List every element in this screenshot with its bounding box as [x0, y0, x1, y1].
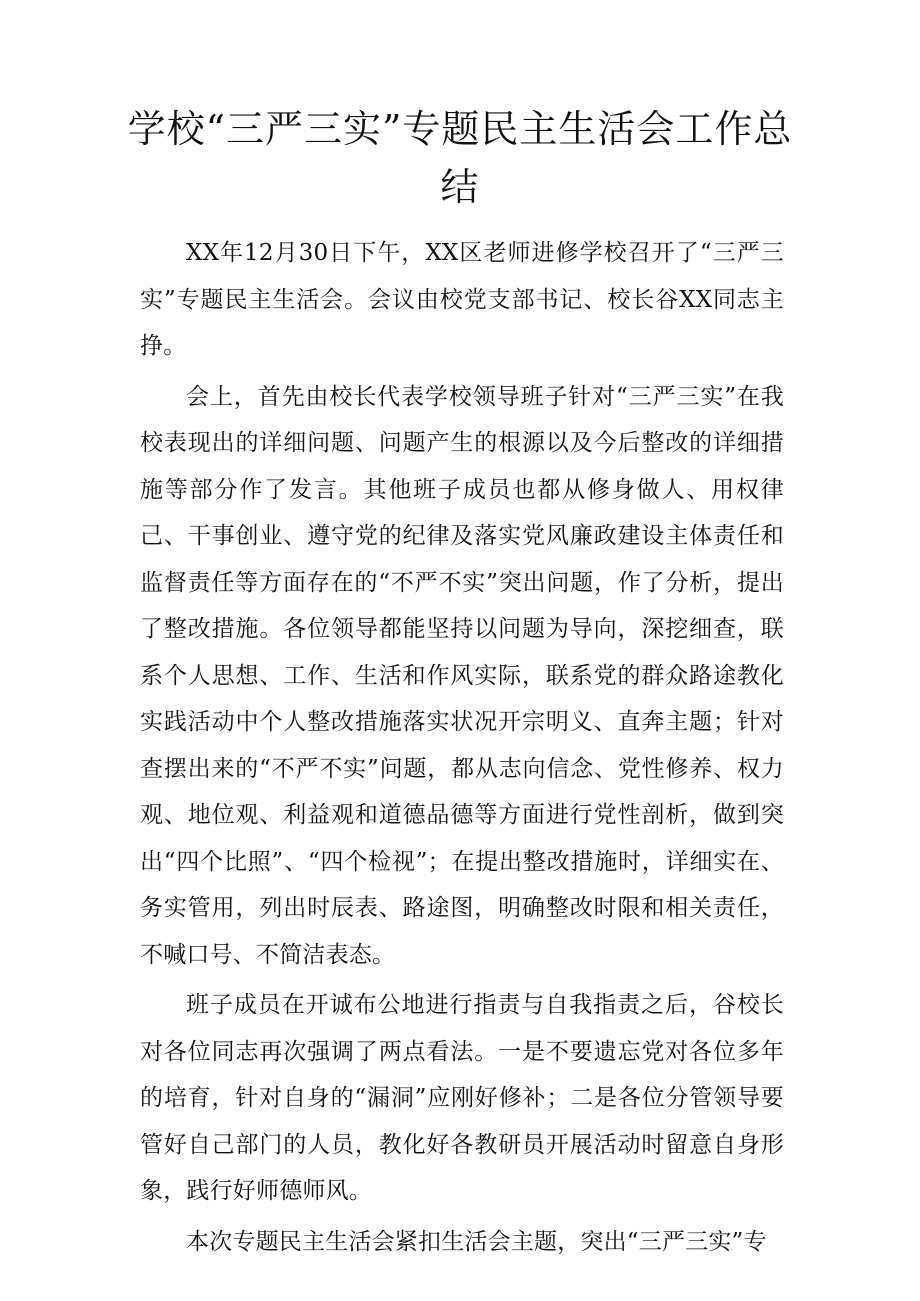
- paragraph-summary: 本次专题民主生活会紧扣生活会主题，突出“三严三实”专: [186, 1228, 767, 1255]
- document-body: [140, 230, 784, 1269]
- paragraph-meeting-intro: XX年12月30日下午，XX区老师进修学校召开了“三严三实”专题民主生活会。会议由校党支部书记、校长谷XX同志主挣。: [140, 240, 784, 359]
- document-title: 学校“三严三实”专题民主生活会工作总结: [127, 107, 793, 209]
- paragraph-leadership-speech: 会上，首先由校长代表学校领导班子针对“三严三实”在我校表现出的详细问题、问题产生的根源以及今后整改的详细措施等部分作了发言。其他班子成员也都从修身做人、用权律己、干事创业、遵守党的纪律及落实党风廉政建设主体责任和监督责任等方面存在的“不严不实”突出问题，作了分析，提出了整改措施。各位领导都能坚持以问题为导向，深挖细查，联系个人思想、工作、生活和作风实际，联系党的群众路途教化实践活动中个人整改措施落实状况开宗明义、直奔主题；针对查摆出来的“不严不实”问题，都从志向信念、党性修养、权力观、地位观、利益观和道德品德等方面进行党性剖析，做到突出“四个比照”、“四个检视”；在提出整改措施时，详细实在、务实管用，列出时辰表、路途图，明确整改时限和相关责任，不喊口号、不简洁表态。: [140, 383, 784, 968]
- paragraph-principal-remarks: 班子成员在开诚布公地进行指责与自我指责之后，谷校长对各位同志再次强调了两点看法。一是不要遗忘党对各位多年的培育，针对自身的“漏洞”应刚好修补；二是各位分管领导要管好自己部门的人员，教化好各教研员开展活动时留意自身形象，践行好师德师风。: [140, 992, 784, 1204]
